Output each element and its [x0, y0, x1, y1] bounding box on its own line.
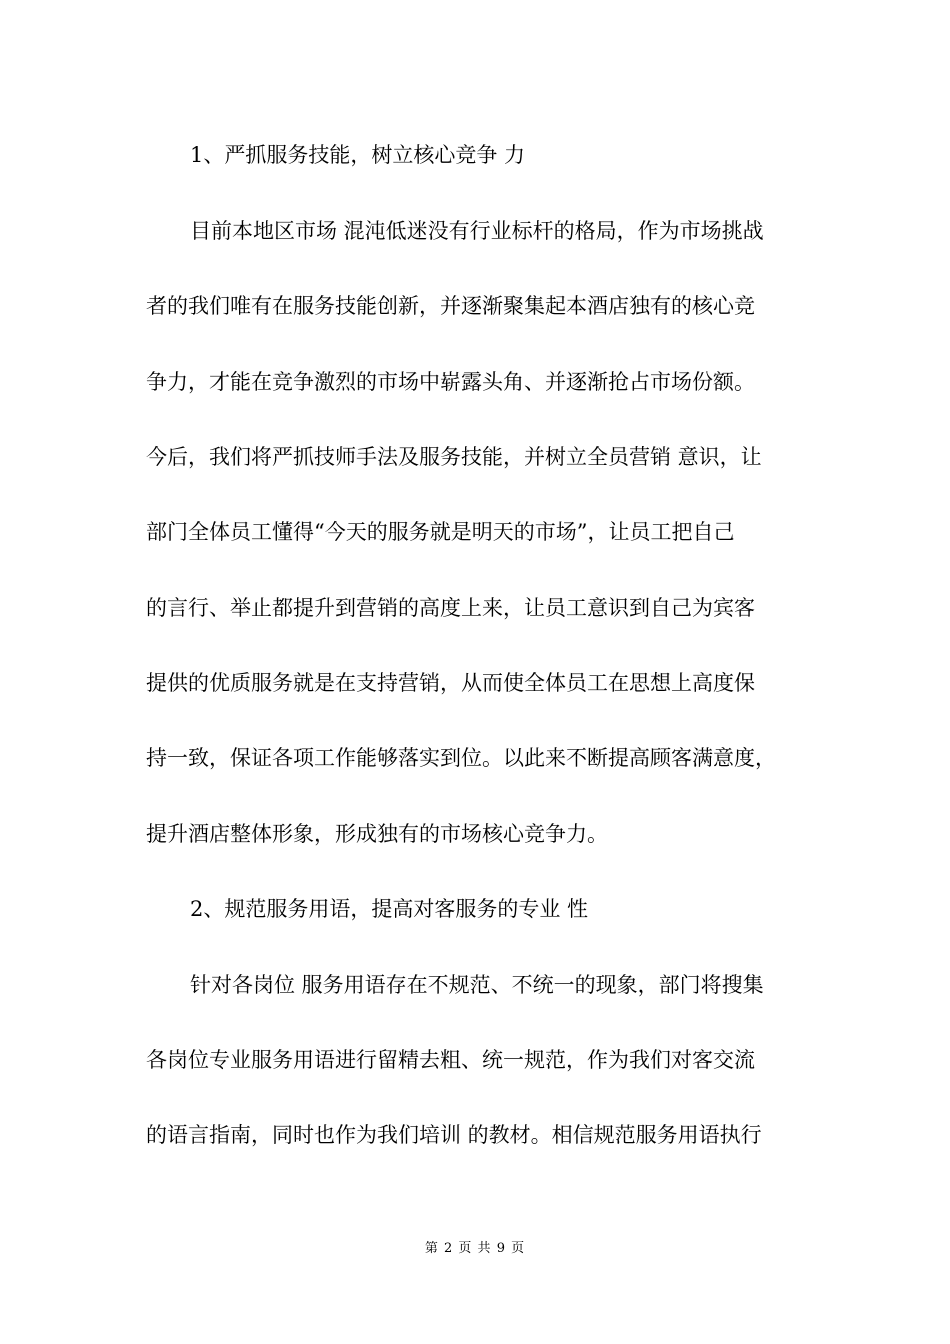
paragraph-line: 争力，才能在竞争激烈的市场中崭露头角、并逐渐抢占市场份额。 [146, 370, 755, 394]
heading-1: 1、严抓服务技能，树立核心竞争 力 [190, 143, 526, 167]
page-number: 第 2 页 共 9 页 [424, 1241, 526, 1256]
paragraph-line: 目前本地区市场 混沌低迷没有行业标杆的格局，作为市场挑战 [190, 219, 764, 243]
paragraph-line: 部门全体员工懂得“今天的服务就是明天的市场”，让员工把自己 [146, 520, 735, 544]
paragraph-line: 的语言指南，同时也作为我们培训 的教材。相信规范服务用语执行 [146, 1123, 762, 1147]
paragraph-line: 持一致，保证各项工作能够落实到位。以此来不断提高顾客满意度， [146, 746, 776, 770]
heading-2: 2、规范服务用语，提高对客服务的专业 性 [190, 897, 589, 921]
paragraph-line: 提升酒店整体形象，形成独有的市场核心竞争力。 [146, 822, 608, 846]
paragraph-line: 各岗位专业服务用语进行留精去粗、统一规范，作为我们对客交流 [146, 1048, 755, 1072]
paragraph-line: 的言行、举止都提升到营销的高度上来，让员工意识到自己为宾客 [146, 596, 755, 620]
paragraph-line: 者的我们唯有在服务技能创新，并逐渐聚集起本酒店独有的核心竞 [146, 294, 755, 318]
paragraph-line: 今后，我们将严抓技师手法及服务技能，并树立全员营销 意识，让 [146, 445, 762, 469]
paragraph-line: 针对各岗位 服务用语存在不规范、不统一的现象，部门将搜集 [190, 973, 764, 997]
paragraph-line: 提供的优质服务就是在支持营销，从而使全体员工在思想上高度保 [146, 671, 755, 695]
